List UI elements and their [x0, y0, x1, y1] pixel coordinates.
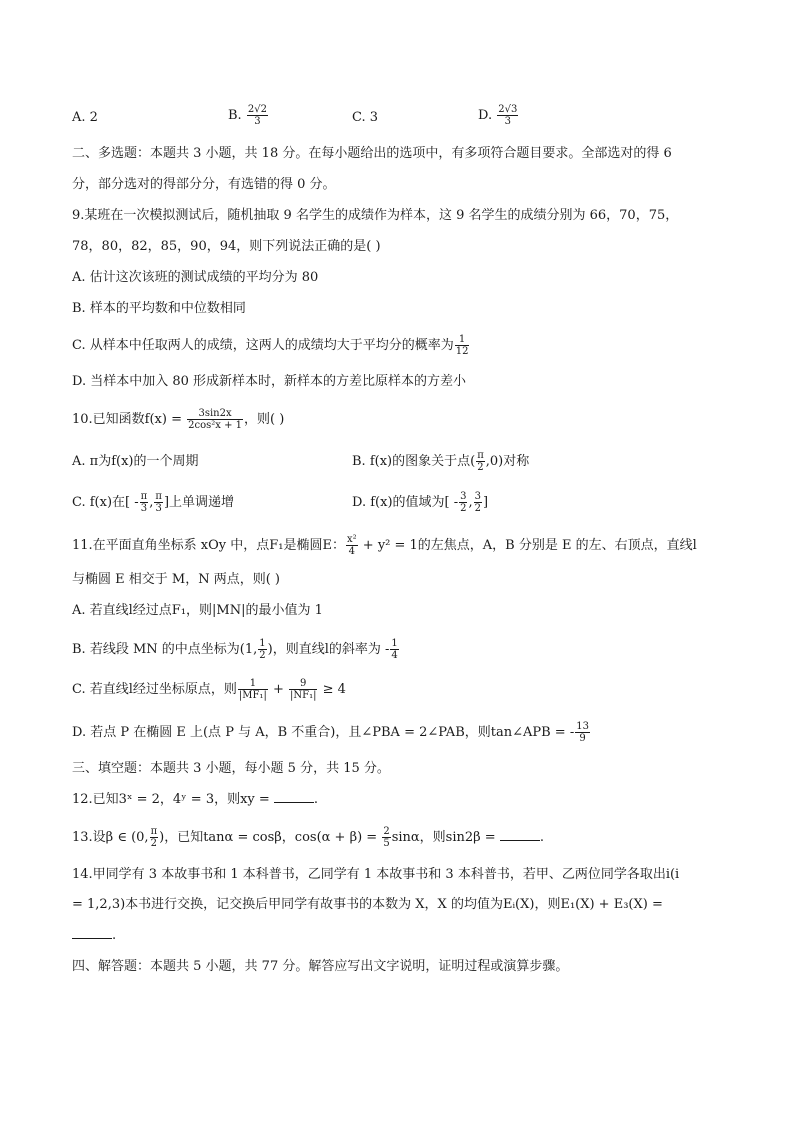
q11-option-c [72, 678, 346, 701]
q10-option-d-suffix: ] [483, 495, 489, 510]
q11-option-b-mid: )，则直线l的斜率为 - [267, 642, 390, 657]
q10-option-b [352, 450, 529, 473]
q8-option-b-fraction [247, 104, 268, 127]
q8-option-a-text: A. 2 [72, 110, 98, 125]
q14-line1: 14.甲同学有 3 本故事书和 1 本科普书，乙同学有 1 本故事书和 3 本科普书，若甲、乙两位同学各取出i(i [72, 867, 680, 882]
fraction-denominator: 2 [460, 503, 467, 514]
q9-option-b: B. 样本的平均数和中位数相同 [72, 301, 246, 316]
fraction-denominator: 12 [455, 346, 469, 357]
q8-option-d-fraction [497, 104, 518, 127]
q12 [72, 790, 318, 810]
q10-stem-suffix: ，则( ) [244, 412, 285, 427]
fraction-denominator: |MF₁| [238, 690, 267, 701]
q11-stem-suffix: + y² = 1的左焦点，A，B 分别是 E 的左、右顶点，直线l [358, 538, 697, 553]
q8-option-c [352, 108, 378, 128]
q9-option-d: D. 当样本中加入 80 形成新样本时，新样本的方差比原样本的方差小 [72, 374, 467, 389]
q13 [72, 826, 544, 849]
section2-heading-line2: 分，部分选对的得部分分，有选错的得 0 分。 [72, 177, 336, 192]
q9-option-c-text: C. 从样本中任取两人的成绩，这两人的成绩均大于平均分的概率为 [72, 338, 454, 353]
q10-option-d-fraction1 [459, 491, 467, 514]
q9-option-c-fraction [455, 334, 470, 357]
q8-option-d [478, 104, 519, 127]
fraction-denominator: 3 [504, 116, 511, 127]
q10-option-c-fraction1 [140, 491, 149, 514]
fraction-numerator: π [150, 826, 158, 837]
fraction-numerator: 1 [238, 678, 268, 690]
fraction-denominator: 5 [383, 838, 390, 849]
q12-answer-blank[interactable] [274, 790, 314, 803]
q11-option-c-suffix: ≥ 4 [318, 682, 346, 697]
fraction-numerator: 3 [460, 491, 467, 502]
fraction-denominator: 2 [259, 650, 266, 661]
q11-stem-line2: 与椭圆 E 相交于 M，N 两点，则( ) [72, 572, 280, 587]
q11-stem-line1 [72, 534, 697, 557]
q10-option-d-prefix: D. f(x)的值域为[ - [352, 495, 459, 510]
q10-option-c: C. f(x)在[ - $\frac{\pi}{3}$ , $\frac{\pi}{3}$ ]上单调递增 [72, 491, 235, 514]
q13-suffix: sinα，则sin2β = [391, 830, 500, 845]
fraction-numerator: x² [347, 534, 357, 545]
q13-mid: )，已知tanα = cosβ，cos(α + β) = [159, 830, 382, 845]
q8-option-b-label: B. [228, 108, 242, 123]
fraction-numerator: 3sin2x [187, 408, 243, 420]
fraction-numerator: 1 [391, 638, 398, 649]
q10-option-b-suffix: ,0)对称 [485, 454, 530, 469]
q10-stem [72, 408, 284, 431]
q11-option-b-fraction2 [390, 638, 398, 661]
section2-heading-line1: 二、多选题：本题共 3 小题，共 18 分。在每小题给出的选项中，有多项符合题目要求。全部选对的得 6 [72, 146, 672, 161]
q10-option-c-prefix: C. f(x)在[ - [72, 495, 139, 510]
q14-period: . [112, 928, 117, 943]
q10-option-c-fraction2 [154, 491, 163, 514]
fraction-numerator: π [155, 491, 162, 502]
q8-option-d-label: D. [478, 108, 493, 123]
q14-answer-blank[interactable] [72, 926, 112, 939]
fraction-denominator: |NF₁| [290, 690, 317, 701]
section4-heading: 四、解答题：本题共 5 小题，共 77 分。解答应写出文字说明，证明过程或演算步骤。 [72, 959, 569, 974]
q8-option-c-text: C. 3 [352, 110, 379, 125]
q9-stem-line2: 78，80，82，85，90，94，则下列说法正确的是( ) [72, 239, 381, 254]
q10-option-b-fraction [476, 450, 485, 473]
q11-option-c-prefix: C. 若直线l经过坐标原点，则 [72, 682, 237, 697]
q11-option-b-prefix: B. 若线段 MN 的中点坐标为(1, [72, 642, 258, 657]
fraction-numerator: 2√3 [498, 104, 518, 115]
q12-text: 12.已知3ˣ = 2，4ʸ = 3，则xy = [72, 792, 274, 807]
q10-stem-prefix: 10.已知函数f(x) = [72, 412, 187, 427]
q10-option-d-fraction2 [474, 491, 482, 514]
fraction-denominator: 2 [150, 838, 158, 849]
q14-line3 [72, 926, 116, 946]
fraction-numerator: 3 [474, 491, 481, 502]
q11-option-a: A. 若直线l经过点F₁，则|MN|的最小值为 1 [72, 603, 323, 618]
q11-option-d-fraction [575, 721, 590, 744]
q9-stem-line1: 9.某班在一次模拟测试后，随机抽取 9 名学生的成绩作为样本，这 9 名学生的成绩分别为 66，70，75， [72, 208, 679, 223]
fraction-denominator: 3 [155, 503, 162, 514]
q11-stem-prefix: 11.在平面直角坐标系 xOy 中，点F₁是椭圆E： [72, 538, 345, 553]
fraction-denominator: 2 [477, 462, 484, 473]
q11-stem-fraction [346, 534, 358, 557]
q10-option-a: A. π为f(x)的一个周期 [72, 454, 199, 469]
fraction-numerator: π [477, 450, 484, 461]
q13-period: . [539, 830, 544, 845]
q11-option-b [72, 638, 400, 661]
section3-heading: 三、填空题：本题共 3 小题，每小题 5 分，共 15 分。 [72, 761, 390, 776]
fraction-numerator: 9 [289, 678, 317, 690]
q13-prefix: 13.设β ∈ (0, [72, 830, 149, 845]
fraction-denominator: 9 [579, 733, 586, 744]
q10-option-c-suffix: ]上单调递增 [163, 495, 235, 510]
fraction-denominator: 3 [140, 503, 148, 514]
fraction-numerator: 1 [455, 334, 470, 346]
q11-option-d-prefix: D. 若点 P 在椭圆 E 上(点 P 与 A，B 不重合)，且∠PBA = 2∠PAB，则tan∠APB = - [72, 725, 575, 740]
q9-option-a: A. 估计这次该班的测试成绩的平均分为 80 [72, 270, 319, 285]
q10-stem-fraction [187, 408, 243, 431]
q10-option-b-prefix: B. f(x)的图象关于点( [352, 454, 476, 469]
fraction-numerator: 2√2 [247, 104, 267, 115]
q8-option-a [72, 108, 98, 128]
fraction-numerator: 1 [259, 638, 266, 649]
fraction-denominator: 3 [254, 116, 261, 127]
q11-option-c-fraction1 [238, 678, 268, 701]
q10-option-d: D. f(x)的值域为[ - $\frac{3}{2}$ , $\frac{3}{2}$ ] [352, 491, 489, 514]
q14-line2: = 1,2,3)本书进行交换，记交换后甲同学有故事书的本数为 X，X 的均值为Eᵢ(X)，则E₁(X) + E₃(X) = [72, 897, 663, 912]
q13-answer-blank[interactable] [500, 828, 540, 841]
q11-option-d [72, 721, 591, 744]
q11-option-c-fraction2 [289, 678, 317, 701]
q13-fraction2 [382, 826, 390, 849]
q9-option-c [72, 334, 470, 357]
fraction-denominator: 2 [474, 503, 481, 514]
fraction-denominator: 4 [391, 650, 398, 661]
fraction-denominator: 2cos²x + 1 [188, 420, 242, 431]
fraction-numerator: π [140, 491, 148, 502]
q11-option-b-fraction1 [258, 638, 266, 661]
q11-option-c-plus: + [268, 682, 289, 697]
q13-fraction1 [150, 826, 159, 849]
q12-period: . [313, 792, 319, 807]
fraction-numerator: 13 [576, 721, 589, 732]
fraction-denominator: 4 [348, 546, 356, 557]
fraction-numerator: 2 [383, 826, 390, 837]
q8-option-b [228, 104, 269, 127]
